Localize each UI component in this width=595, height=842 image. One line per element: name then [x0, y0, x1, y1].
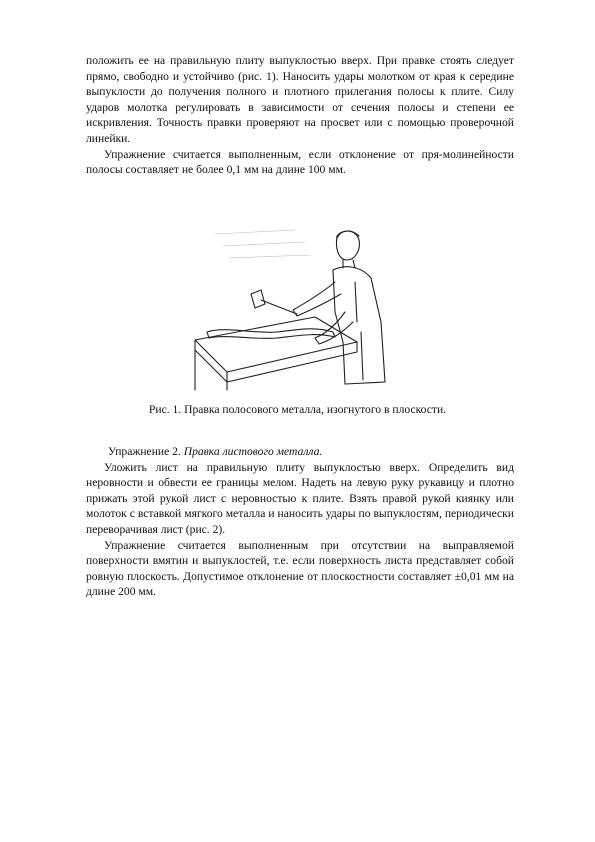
plate-top — [195, 317, 357, 372]
hammer-handle — [261, 300, 297, 314]
text-block-exercise-2 — [86, 444, 514, 600]
exercise-label: Упражнение 2. — [108, 445, 181, 458]
coat-detail — [355, 282, 363, 380]
paragraph-result-2: Упражнение считается выполненным при отсутствии на выправляемой поверхности вмятин и выпуклостей, т.е. если поверхность листа представляет собой ровную плоскость. Допустимое отклонение от плоскостности составляет ±0,01 мм на длине 200 мм. — [86, 538, 514, 599]
paragraph-result-1: Упражнение считается выполненным, если отклонение от пря-молинейности полосы составляет не более 0,1 мм на длине 100 мм. — [86, 147, 514, 177]
figure-caption: Рис. 1. Правка полосового металла, изогнутого в плоскости. — [148, 403, 447, 416]
worker-head — [336, 231, 359, 260]
exercise-heading — [86, 444, 514, 460]
plate-side — [227, 342, 357, 382]
figure-worker-illustration — [185, 222, 390, 392]
paragraph-continuation: положить ее на правильную плиту выпуклостью вверх. При правке стоять следует прямо, свободно и устойчиво (рис. 1). Наносить удары молотком от края к середине выпуклости до получения полного и плотного прилегания полосы к плите. Силу ударов молотка регулировать в зависимости от сечения полосы и степени ее искривления. Точность правки проверяют на просвет или с помощью проверочной линейки. — [86, 54, 514, 145]
paragraph-instructions: Уложить лист на правильную плиту выпуклостью вверх. Определить вид неровности и обвести ее границы мелом. Надеть на левую руку рукавицу и плотно прижать этой рукой лист с неровностью к плите. Взять правой рукой киянку или молоток с вставкой мягкого металла и наносить удары по выпуклостям, периодически переворачивая лист (рис. 2). — [86, 460, 514, 536]
hammer-head — [251, 290, 265, 308]
background-line — [215, 230, 311, 258]
worker-coat — [333, 267, 385, 384]
plate-front — [195, 340, 227, 382]
text-block-top — [86, 53, 514, 178]
exercise-title: Правка листового металла. — [183, 445, 323, 458]
